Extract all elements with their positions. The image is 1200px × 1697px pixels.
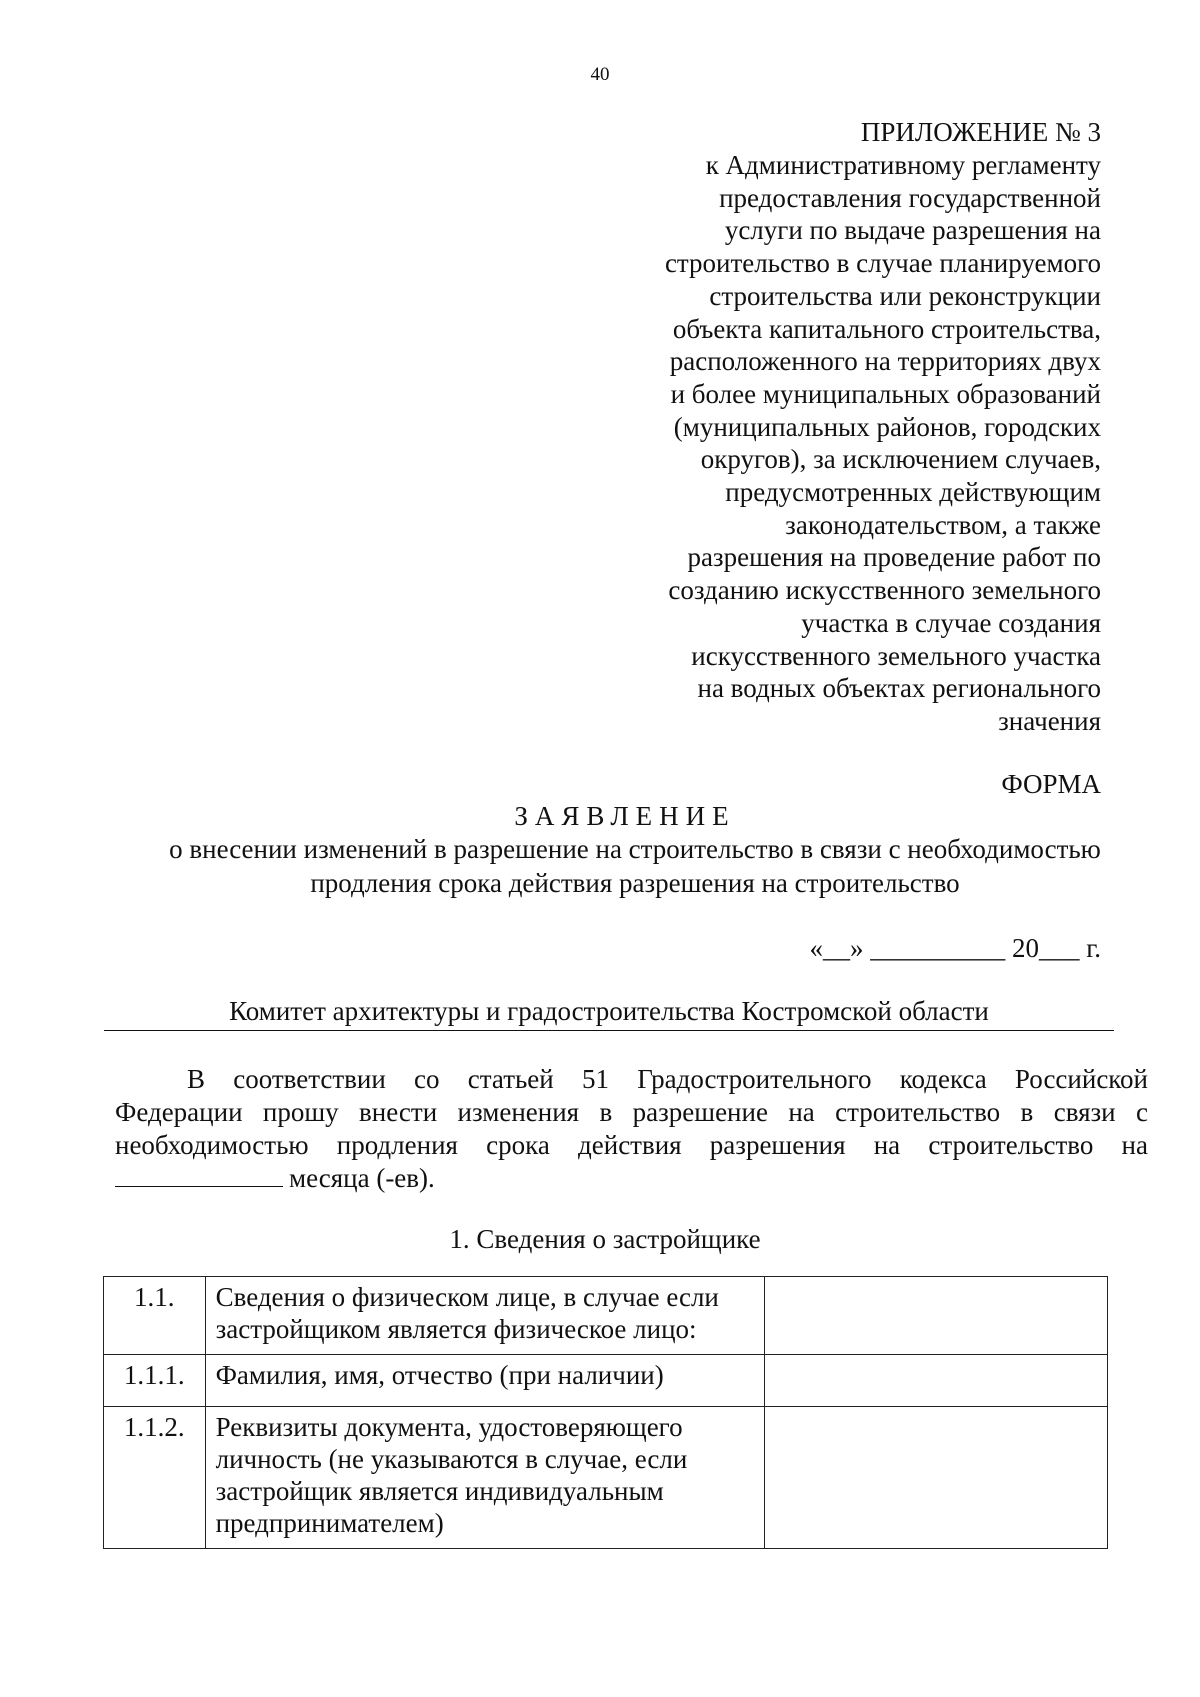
- page-number: 40: [590, 64, 610, 85]
- row-number: 1.1.1.: [104, 1355, 206, 1407]
- paragraph-line: Федерации прошу внести изменения в разрешение на строительство в связи с: [115, 1097, 1148, 1127]
- subtitle-line: продления срока действия разрешения на строительство: [310, 868, 960, 898]
- appendix-line: созданию искусственного земельного: [668, 575, 1101, 606]
- document-subtitle: [0, 832, 1200, 900]
- appendix-line: участка в случае создания: [801, 607, 1101, 638]
- appendix-line: предусмотренных действующим: [725, 477, 1101, 508]
- table-row: [104, 1407, 1108, 1549]
- table-row: [104, 1277, 1108, 1355]
- section-title: 1. Сведения о застройщике: [449, 1224, 761, 1254]
- months-suffix: месяца (-ев).: [289, 1163, 435, 1193]
- appendix-line: объекта капитального строительства,: [672, 313, 1101, 344]
- document-title: ЗАЯВЛЕНИЕ: [514, 801, 736, 831]
- authority-name: Комитет архитектуры и градостроительства Костромской области: [104, 995, 1114, 1031]
- row-number: 1.1.2.: [104, 1407, 206, 1549]
- paragraph-line: необходимостью продления срока действия разрешения на строительство на: [115, 1130, 1148, 1160]
- appendix-line: законодательством, а также: [785, 509, 1101, 540]
- appendix-line: строительство в случае планируемого: [664, 248, 1101, 279]
- months-blank-field[interactable]: [115, 1164, 283, 1187]
- appendix-line: округов), за исключением случаев,: [700, 444, 1101, 475]
- appendix-title: ПРИЛОЖЕНИЕ № 3: [860, 117, 1101, 147]
- paragraph-line: В соответствии со статьей 51 Градостроительного кодекса Российской: [187, 1064, 1148, 1094]
- appendix-line: искусственного земельного участка: [691, 640, 1101, 671]
- appendix-line: услуги по выдаче разрешения на: [724, 215, 1101, 246]
- appendix-description: [665, 149, 1101, 738]
- paragraph-last-line: [115, 1162, 1148, 1195]
- developer-info-table: [103, 1276, 1108, 1549]
- appendix-line: значения: [998, 705, 1101, 736]
- appendix-line: и более муниципальных образований: [670, 378, 1101, 409]
- appendix-line: строительства или реконструкции: [709, 280, 1101, 311]
- appendix-line: предоставления государственной: [719, 182, 1101, 213]
- row-description: Фамилия, имя, отчество (при наличии): [205, 1355, 764, 1407]
- appendix-line: к Административному регламенту: [705, 150, 1101, 180]
- date-field[interactable]: «__» __________ 20___ г.: [809, 933, 1101, 963]
- subtitle-line: о внесении изменений в разрешение на строительство в связи с необходимостью: [169, 834, 1101, 864]
- appendix-line: расположенного на территориях двух: [669, 346, 1101, 377]
- appendix-line: (муниципальных районов, городских: [673, 411, 1101, 442]
- row-value-field[interactable]: [764, 1407, 1107, 1549]
- row-description: Реквизиты документа, удостоверяющего личность (не указываются в случае, если застройщик является индивидуальным предпринимателем): [205, 1407, 764, 1549]
- appendix-line: на водных объектах регионального: [697, 673, 1101, 704]
- request-paragraph: [115, 1063, 1148, 1195]
- table-row: [104, 1355, 1108, 1407]
- form-label: ФОРМА: [1001, 769, 1101, 799]
- row-description: Сведения о физическом лице, в случае если застройщиком является физическое лицо:: [205, 1277, 764, 1355]
- row-number: 1.1.: [104, 1277, 206, 1355]
- row-value-field[interactable]: [764, 1277, 1107, 1355]
- row-value-field[interactable]: [764, 1355, 1107, 1407]
- appendix-line: разрешения на проведение работ по: [687, 542, 1101, 573]
